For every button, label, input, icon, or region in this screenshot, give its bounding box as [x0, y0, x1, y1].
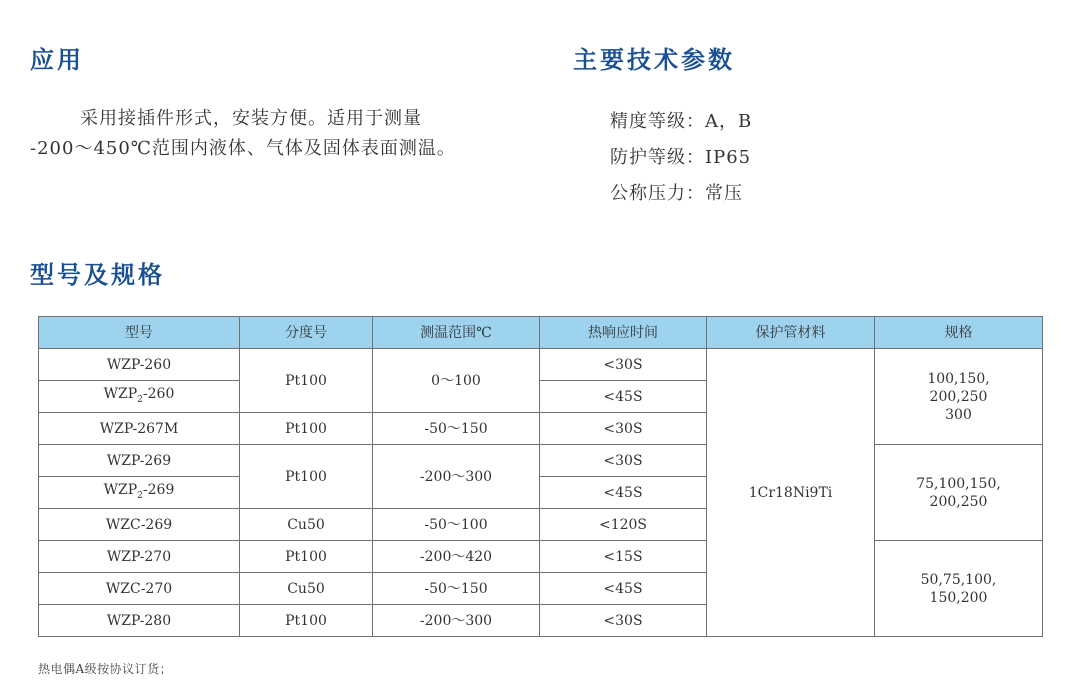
size-line: 300: [945, 406, 972, 423]
cell-model: WZC-270: [39, 573, 240, 605]
cell-model: WZP-260: [39, 349, 240, 381]
model-subscript: 2: [137, 394, 143, 405]
cell-model: [39, 477, 240, 509]
footnote: 热电偶A级按协议订货；: [38, 662, 173, 676]
cell-response: <30S: [540, 445, 707, 477]
cell-model: WZP-270: [39, 541, 240, 573]
header-material: 保护管材料: [707, 317, 875, 349]
cell-response: <120S: [540, 509, 707, 541]
cell-index: Cu50: [240, 509, 373, 541]
cell-model: WZP-267M: [39, 413, 240, 445]
cell-range: -200～300: [373, 605, 540, 637]
cell-response: <30S: [540, 349, 707, 381]
cell-model: WZP-269: [39, 445, 240, 477]
cell-index: Pt100: [240, 605, 373, 637]
table-row: [39, 349, 1043, 381]
cell-response: <30S: [540, 413, 707, 445]
table-row: [39, 445, 1043, 477]
cell-size: [875, 349, 1043, 445]
cell-response: <45S: [540, 573, 707, 605]
header-model: 型号: [39, 317, 240, 349]
cell-size: [875, 541, 1043, 637]
size-line: 200,250: [929, 493, 988, 510]
specs-heading: 主要技术参数: [573, 46, 735, 74]
application-line-2: -200～450℃范围内液体、气体及固体表面测温。: [30, 138, 456, 159]
header-size: 规格: [875, 317, 1043, 349]
model-subscript: 2: [137, 490, 143, 501]
cell-response: <45S: [540, 477, 707, 509]
cell-index: Pt100: [240, 349, 373, 413]
size-line: 100,150,: [927, 370, 990, 387]
header-range: 测温范围℃: [373, 317, 540, 349]
specs-list: [610, 104, 752, 212]
size-line: 200,250: [929, 388, 988, 405]
cell-index: Cu50: [240, 573, 373, 605]
cell-response: <15S: [540, 541, 707, 573]
application-heading: 应用: [30, 46, 84, 74]
cell-material: 1Cr18Ni9Ti: [707, 349, 875, 637]
spec-protection: 防护等级：IP65: [610, 147, 752, 168]
cell-size: [875, 445, 1043, 541]
cell-index: Pt100: [240, 445, 373, 509]
model-suffix: -260: [142, 385, 175, 402]
cell-range: 0～100: [373, 349, 540, 413]
header-response: 热响应时间: [540, 317, 707, 349]
cell-range: -50～150: [373, 573, 540, 605]
cell-model: WZP-280: [39, 605, 240, 637]
application-text: [30, 104, 550, 164]
cell-range: -50～150: [373, 413, 540, 445]
cell-response: <30S: [540, 605, 707, 637]
cell-range: -200～420: [373, 541, 540, 573]
application-line-1: 采用接插件形式，安装方便。适用于测量: [80, 108, 422, 129]
size-line: 150,200: [929, 589, 988, 606]
cell-range: -50～100: [373, 509, 540, 541]
spec-pressure: 公称压力：常压: [610, 183, 743, 204]
cell-range: -200～300: [373, 445, 540, 509]
models-heading: 型号及规格: [30, 261, 165, 289]
cell-response: <45S: [540, 381, 707, 413]
model-suffix: -269: [142, 481, 175, 498]
model-spec-table: [38, 316, 1043, 637]
table-header-row: [39, 317, 1043, 349]
cell-model: [39, 381, 240, 413]
model-base: WZP: [103, 481, 138, 498]
cell-model: WZC-269: [39, 509, 240, 541]
size-line: 50,75,100,: [920, 571, 997, 588]
spec-accuracy: 精度等级：A，B: [610, 111, 753, 132]
table-row: [39, 541, 1043, 573]
header-index: 分度号: [240, 317, 373, 349]
model-base: WZP: [103, 385, 138, 402]
cell-index: Pt100: [240, 541, 373, 573]
cell-index: Pt100: [240, 413, 373, 445]
size-line: 75,100,150,: [916, 475, 1001, 492]
